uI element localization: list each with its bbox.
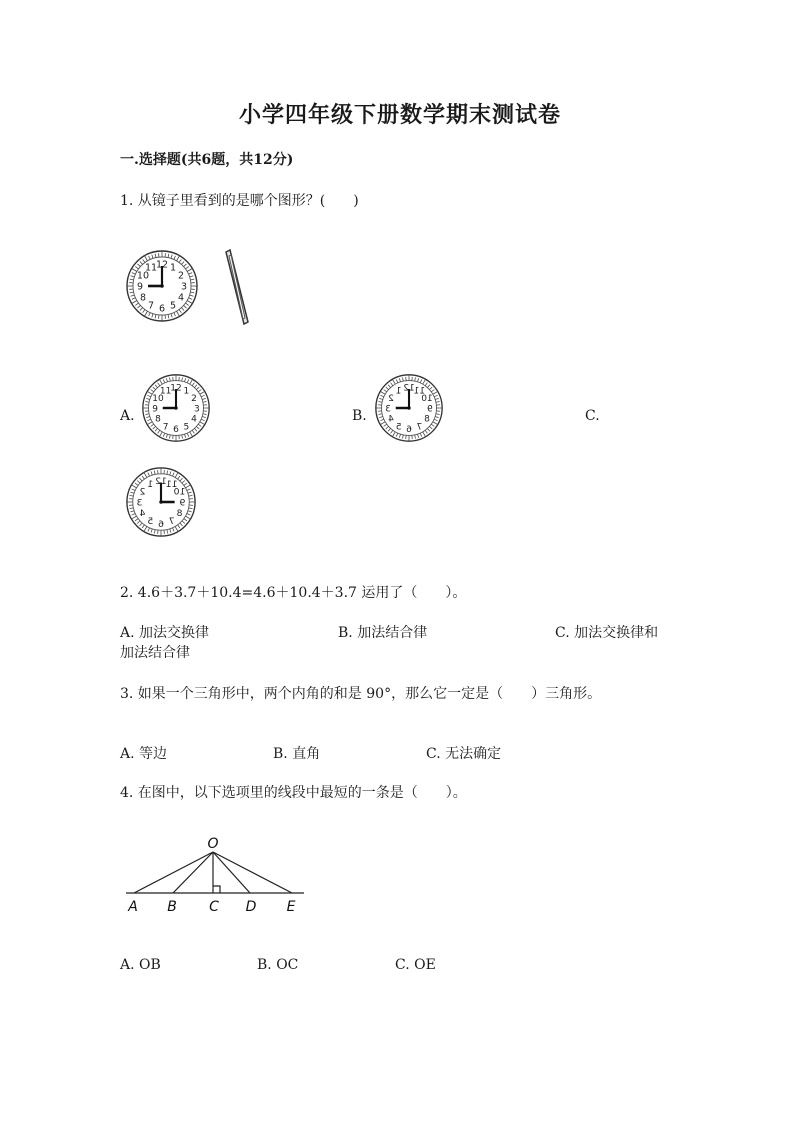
clock-number: 5: [169, 300, 177, 312]
q3-option-a[interactable]: A. 等边: [120, 746, 168, 762]
point-label-e: E: [286, 899, 296, 915]
q3-option-b[interactable]: B. 直角: [273, 746, 321, 762]
clock-number: 8: [424, 414, 430, 425]
clock-number: 8: [176, 508, 183, 520]
clock-number: 6: [173, 425, 179, 436]
clock-number: 6: [158, 518, 164, 530]
q4-option-a[interactable]: A. OB: [120, 957, 161, 973]
q2-option-a[interactable]: A. 加法交换律: [120, 625, 210, 641]
clock-original: [124, 248, 200, 324]
clock-number: 9: [179, 497, 186, 509]
q1-option-c-label[interactable]: C.: [585, 408, 600, 424]
clock-number: 5: [147, 515, 154, 527]
clock-number: 7: [147, 300, 155, 312]
point-label-d: D: [245, 899, 257, 915]
clock-number: 7: [162, 422, 169, 433]
clock-number: 5: [183, 422, 190, 433]
clock-number: 2: [139, 486, 146, 498]
question-3-text: 3. 如果一个三角形中，两个内角的和是 90°，那么它一定是（ ）三角形。: [120, 686, 602, 702]
clock-option-a[interactable]: [140, 372, 212, 444]
page-title: 小学四年级下册数学期末测试卷: [238, 102, 561, 128]
clock-number: 11: [413, 386, 426, 397]
clock-number: 1: [395, 386, 402, 397]
clock-number: 11: [144, 262, 158, 274]
q1-option-b-label[interactable]: B.: [352, 408, 367, 424]
clock-number: 8: [155, 414, 161, 425]
clock-number: 4: [178, 292, 185, 304]
q4-option-c[interactable]: C. OE: [395, 957, 436, 973]
clock-number: 4: [191, 414, 197, 425]
clock-number: 12: [403, 383, 415, 394]
clock-number: 10: [173, 486, 186, 498]
clock-number: 1: [183, 386, 190, 397]
point-label-c: C: [209, 899, 219, 915]
q4-option-b[interactable]: B. OC: [257, 957, 299, 973]
clock-number: 12: [155, 475, 167, 487]
clock-number: 9: [152, 404, 159, 415]
clock-number: 8: [139, 292, 146, 304]
question-4-text: 4. 在图中，以下选项里的线段中最短的一条是（ ）。: [120, 785, 467, 801]
clock-number: 3: [385, 404, 392, 415]
point-label-a: A: [128, 899, 138, 915]
clock-number: 7: [416, 422, 423, 433]
clock-number: 1: [169, 262, 177, 274]
clock-number: 9: [426, 404, 433, 415]
clock-number: 3: [136, 497, 143, 509]
clock-number: 10: [421, 393, 433, 404]
clock-number: 6: [406, 425, 412, 436]
clock-number: 2: [178, 270, 185, 282]
clock-number: 12: [155, 259, 169, 271]
question-2-text: 2. 4.6＋3.7＋10.4=4.6＋10.4＋3.7 运用了（ ）。: [120, 585, 467, 601]
segment-diagram: [120, 836, 320, 916]
clock-number: 10: [136, 270, 149, 282]
clock-number: 3: [193, 404, 200, 415]
q2-option-b[interactable]: B. 加法结合律: [338, 625, 428, 641]
clock-number: 3: [180, 281, 188, 293]
clock-number: 12: [170, 383, 182, 394]
clock-option-c[interactable]: [124, 465, 198, 539]
point-label-o: O: [207, 836, 219, 852]
clock-number: 7: [168, 515, 175, 527]
question-1-text: 1. 从镜子里看到的是哪个图形？( ): [120, 193, 359, 209]
mirror-icon: [222, 248, 252, 328]
q2-option-c[interactable]: C. 加法交换律和: [555, 625, 659, 641]
section-heading: 一.选择题(共6题，共12分): [120, 152, 294, 168]
point-label-b: B: [167, 899, 177, 915]
clock-number: 4: [388, 414, 394, 425]
clock-number: 6: [158, 303, 166, 315]
clock-number: 11: [159, 386, 172, 397]
clock-option-b[interactable]: [373, 372, 445, 444]
clock-number: 4: [139, 508, 146, 520]
clock-number: 11: [165, 478, 178, 490]
q1-option-a-label[interactable]: A.: [120, 408, 135, 424]
clock-number: 1: [147, 478, 154, 490]
q3-option-c[interactable]: C. 无法确定: [426, 746, 502, 762]
clock-number: 10: [152, 393, 164, 404]
clock-number: 2: [388, 393, 394, 404]
clock-number: 5: [395, 422, 402, 433]
q2-option-c-continued: 加法结合律: [120, 645, 190, 661]
clock-number: 9: [136, 281, 144, 293]
clock-number: 2: [191, 393, 197, 404]
